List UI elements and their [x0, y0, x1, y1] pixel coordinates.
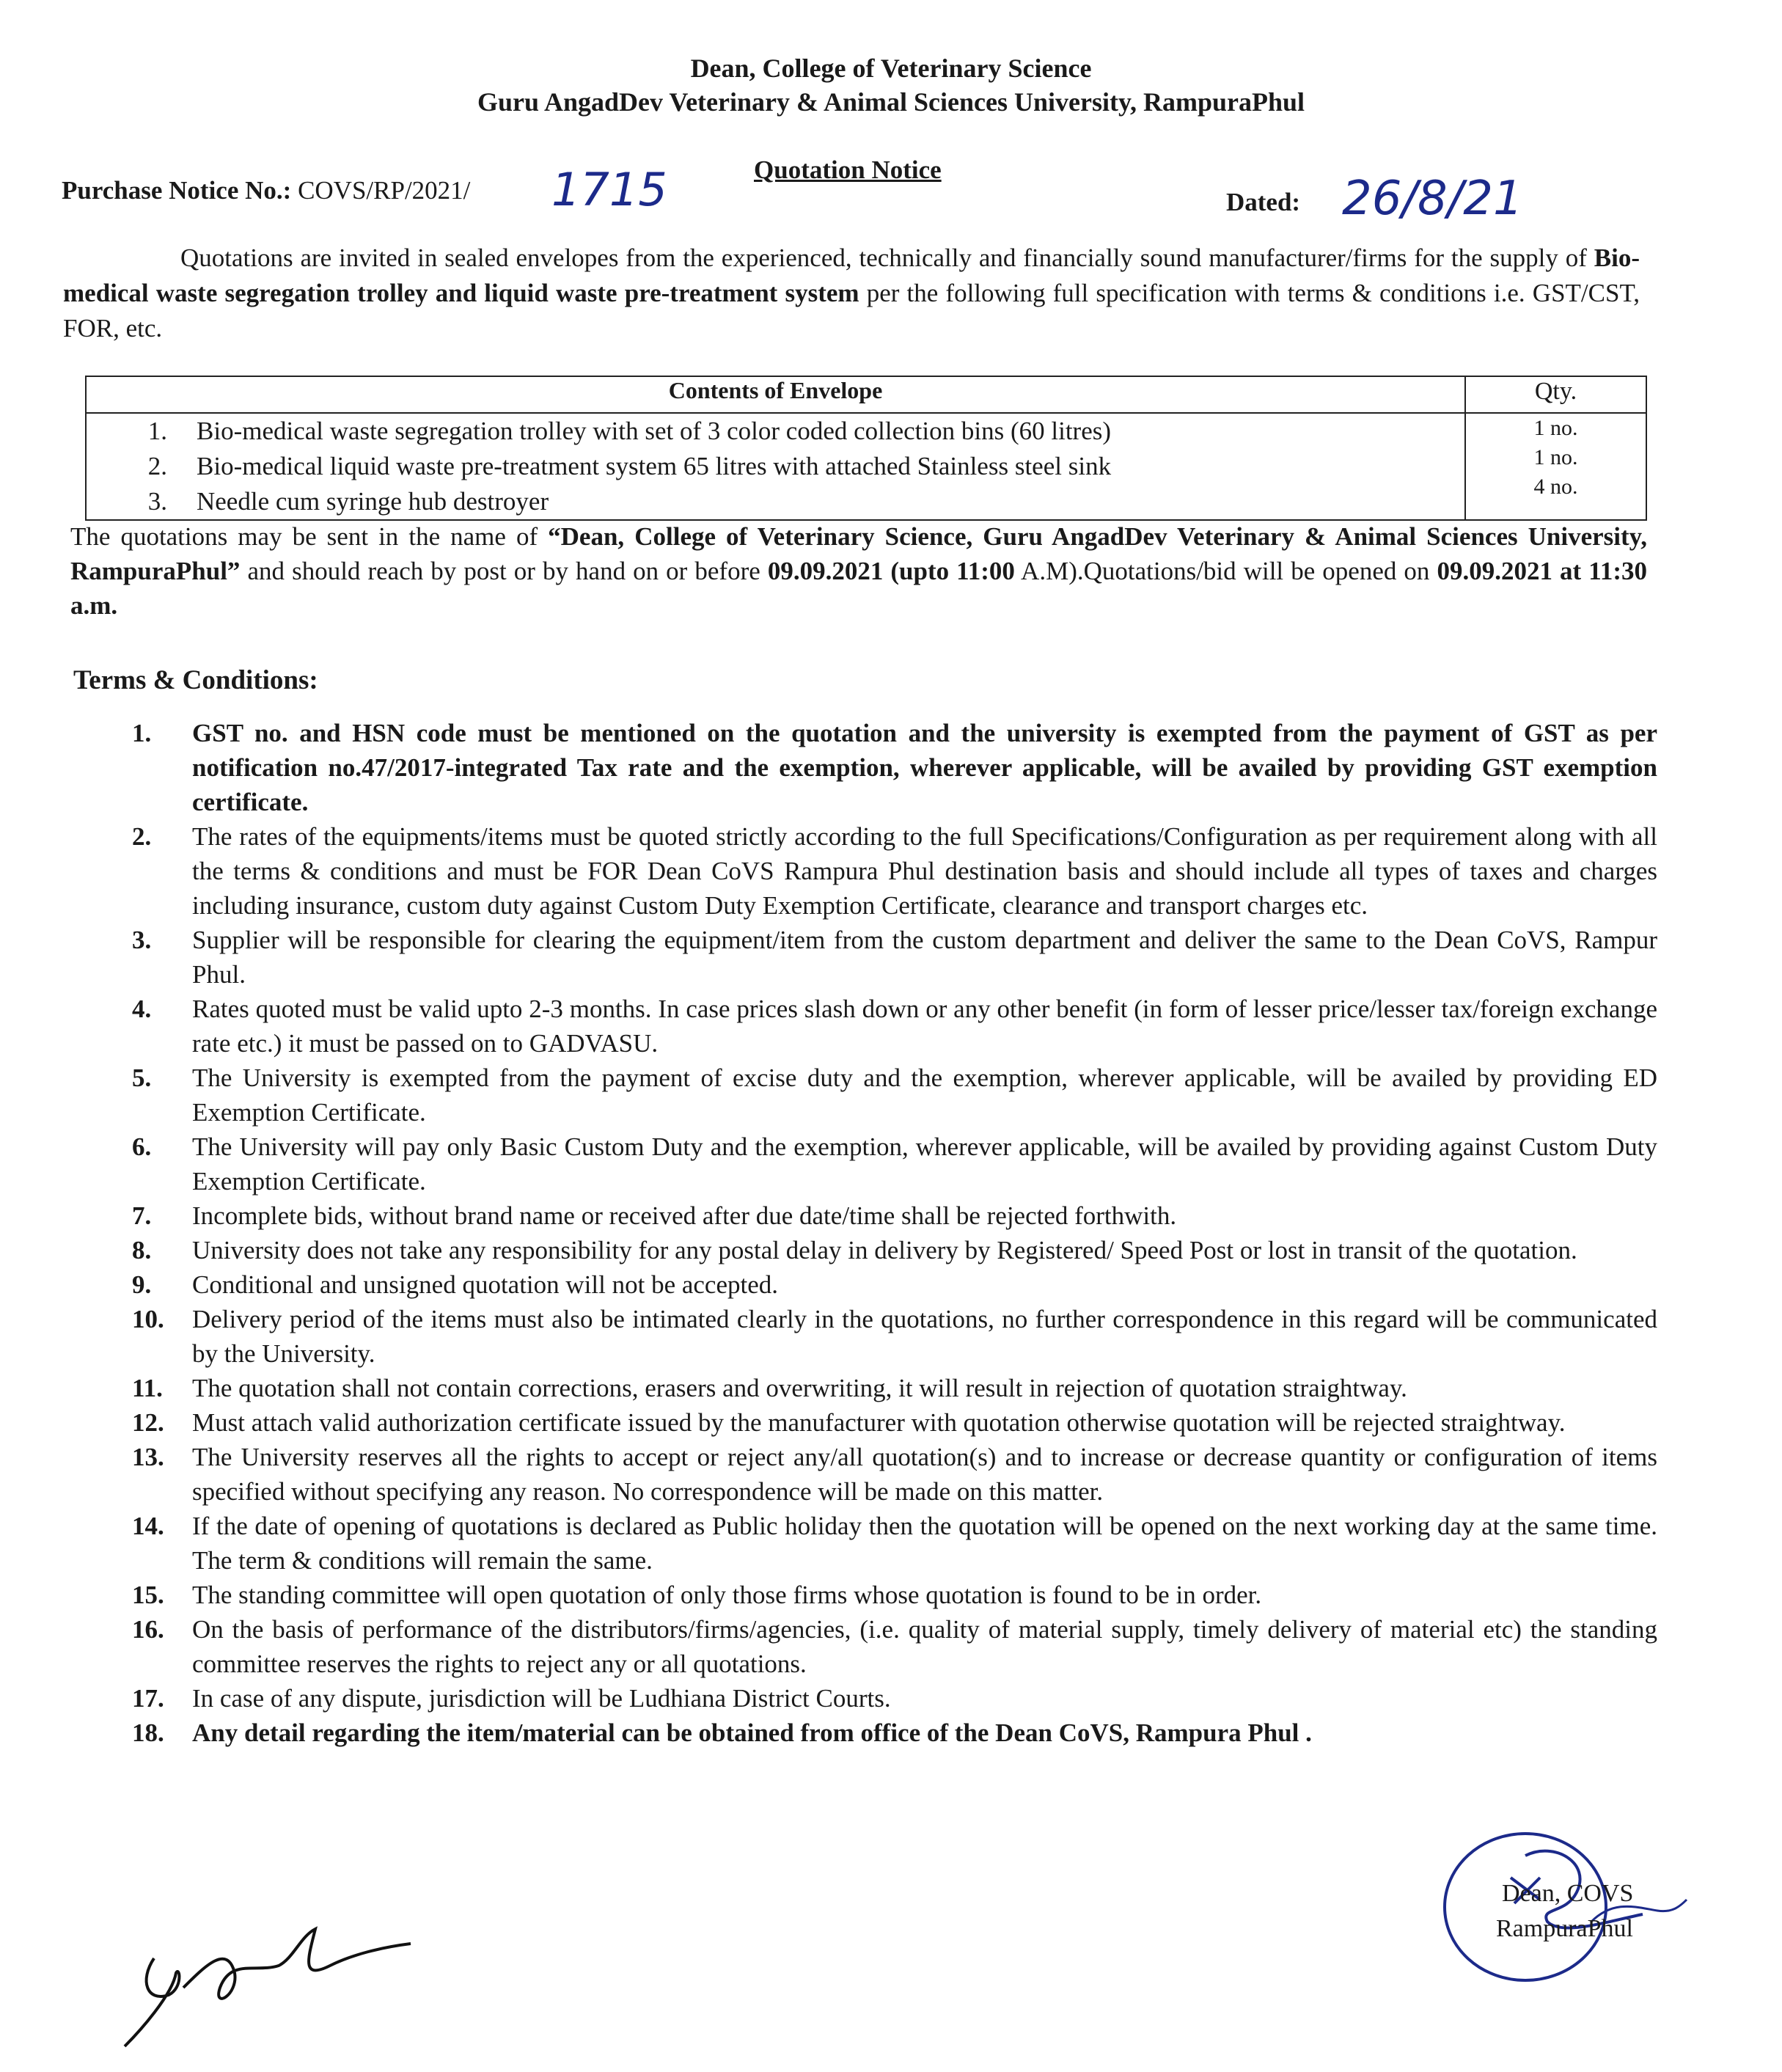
- qty-header: Qty.: [1465, 376, 1646, 413]
- envelope-item-number: 3.: [147, 487, 167, 516]
- submission-text-2: and should reach by post or by hand on or before: [240, 557, 768, 585]
- envelope-item-number: 1.: [147, 417, 167, 445]
- term-number: 3.: [132, 926, 152, 954]
- envelope-item-text: Needle cum syringe hub destroyer: [197, 487, 549, 516]
- envelope-table-body-row: [86, 413, 1646, 520]
- terms-title: Terms & Conditions:: [73, 665, 318, 695]
- opening-datetime: 09.09.2021 at 11:30 a.m.: [70, 557, 1647, 620]
- term-text: The University is exempted from the payment of excise duty and the exemption, wherever applicable, will be availed by providing ED Exemption Certificate.: [192, 1064, 1657, 1127]
- envelope-item-text: Bio-medical waste segregation trolley with set of 3 color coded collection bins (60 litres): [197, 417, 1112, 445]
- term-number: 12.: [132, 1408, 164, 1437]
- term-number: 13.: [132, 1443, 164, 1471]
- intro-text-2: per the following full specification with terms & conditions i.e. GST/CST, FOR, etc.: [63, 279, 1640, 343]
- term-text: On the basis of performance of the distributors/firms/agencies, (i.e. quality of material supply, timely delivery of material etc) the standing committee reserves the rights to reject any or all quotations.: [192, 1615, 1657, 1678]
- purchase-notice-prefix: COVS/RP/2021/: [298, 176, 471, 205]
- term-text: The quotation shall not contain corrections, erasers and overwriting, it will result in rejection of quotation straightway.: [192, 1374, 1407, 1402]
- term-text: Incomplete bids, without brand name or received after due date/time shall be rejected forthwith.: [192, 1201, 1177, 1230]
- term-text: Must attach valid authorization certificate issued by the manufacturer with quotation otherwise quotation will be rejected straightway.: [192, 1408, 1566, 1437]
- term-text: Rates quoted must be valid upto 2-3 months. In case prices slash down or any other benefit (in form of lesser price/lesser tax/foreign exchange rate etc.) it must be passed on to GADVASU.: [192, 995, 1657, 1058]
- term-item: [132, 716, 1657, 819]
- term-item: [132, 1233, 1657, 1267]
- term-item: [132, 1302, 1657, 1371]
- term-number: 9.: [132, 1270, 152, 1299]
- terms-list: [132, 716, 1657, 1750]
- term-text: The standing committee will open quotation of only those firms whose quotation is found to be in order.: [192, 1581, 1262, 1609]
- term-number: 10.: [132, 1305, 164, 1333]
- envelope-table-header-row: [86, 376, 1646, 413]
- envelope-item-number: 2.: [147, 452, 167, 480]
- term-item: [132, 1578, 1657, 1612]
- submission-text-1: The quotations may be sent in the name of: [70, 522, 549, 551]
- term-text: University does not take any responsibility for any postal delay in delivery by Registered/ Speed Post or lost in transit of the quotation.: [192, 1236, 1577, 1264]
- intro-bold-item: Bio-medical waste segregation trolley and liquid waste pre-treatment system: [63, 244, 1640, 307]
- envelope-items-cell: [86, 413, 1465, 520]
- term-item: [132, 1440, 1657, 1509]
- term-number: 2.: [132, 822, 152, 851]
- term-item: [132, 1130, 1657, 1198]
- envelope-table: [85, 376, 1647, 521]
- term-item: [132, 1612, 1657, 1681]
- qty-value: 1 no.: [1533, 445, 1578, 469]
- header-line-1: Dean, College of Veterinary Science: [690, 54, 1092, 83]
- qty-value: 1 no.: [1533, 416, 1578, 440]
- dated-label: Dated:: [1226, 188, 1301, 216]
- envelope-qty-cell: [1465, 413, 1646, 520]
- qty-value: 4 no.: [1533, 475, 1578, 499]
- envelope-item-text: Bio-medical liquid waste pre-treatment system 65 litres with attached Stainless steel sink: [197, 452, 1112, 480]
- signature-designation: Dean, COVS: [1502, 1880, 1634, 1907]
- submission-paragraph: [70, 519, 1647, 623]
- contents-header: Contents of Envelope: [86, 376, 1465, 413]
- term-number: 15.: [132, 1581, 164, 1609]
- term-item: [132, 1198, 1657, 1233]
- purchase-notice: [62, 176, 470, 205]
- header-line-2: Guru AngadDev Veterinary & Animal Sciences University, RampuraPhul: [477, 87, 1305, 117]
- term-item: [132, 1267, 1657, 1302]
- term-item: [132, 992, 1657, 1061]
- submission-text-3: A.M).Quotations/bid will be opened on: [1014, 557, 1437, 585]
- term-number: 18.: [132, 1718, 164, 1747]
- term-text: Delivery period of the items must also be intimated clearly in the quotations, no further correspondence in this regard will be communicated by the University.: [192, 1305, 1657, 1368]
- term-text: The University will pay only Basic Custom Duty and the exemption, wherever applicable, will be availed by providing against Custom Duty Exemption Certificate.: [192, 1132, 1657, 1196]
- term-item: [132, 1371, 1657, 1405]
- term-item: [132, 1716, 1657, 1750]
- term-number: 17.: [132, 1684, 164, 1713]
- term-text: GST no. and HSN code must be mentioned on the quotation and the university is exempted from the payment of GST as per notification no.47/2017-integrated Tax rate and the exemption, wherever applicable, will be availed by providing GST exemption certificate.: [192, 719, 1657, 816]
- term-item: [132, 1681, 1657, 1716]
- notice-title: Quotation Notice: [754, 155, 942, 184]
- term-text: If the date of opening of quotations is declared as Public holiday then the quotation will be opened on the next working day at the same time. The term & conditions will remain the same.: [192, 1512, 1657, 1575]
- term-number: 1.: [132, 719, 152, 747]
- purchase-notice-handwritten-number: 1715: [551, 163, 667, 216]
- term-text: The rates of the equipments/items must be quoted strictly according to the full Specifications/Configuration as per requirement along with all the terms & conditions and must be FOR Dean CoVS Rampura Phul destination basis and should include all types of taxes and charges including insurance, custom duty against Custom Duty Exemption Certificate, clearance and transport charges etc.: [192, 822, 1657, 920]
- term-number: 8.: [132, 1236, 152, 1264]
- envelope-item: [94, 484, 1457, 519]
- purchase-notice-label: Purchase Notice No.:: [62, 176, 292, 205]
- term-number: 14.: [132, 1512, 164, 1540]
- term-text: In case of any dispute, jurisdiction will be Ludhiana District Courts.: [192, 1684, 891, 1713]
- submission-deadline: 09.09.2021 (upto 11:00: [767, 557, 1015, 585]
- submission-addressee: “Dean, College of Veterinary Science, Guru AngadDev Veterinary & Animal Sciences University, RampuraPhul”: [70, 522, 1647, 585]
- intro-text-1: Quotations are invited in sealed envelopes from the experienced, technically and financially sound manufacturer/firms for the supply of: [180, 244, 1594, 272]
- term-item: [132, 1061, 1657, 1130]
- term-text: The University reserves all the rights to accept or reject any/all quotation(s) and to increase or decrease quantity or configuration of items specified without specifying any reason. No correspondence will be made on this matter.: [192, 1443, 1657, 1506]
- term-text: Supplier will be responsible for clearing the equipment/item from the custom department and deliver the same to the Dean CoVS, Rampur Phul.: [192, 926, 1657, 989]
- term-text: Any detail regarding the item/material can be obtained from office of the Dean CoVS, Rampura Phul .: [192, 1718, 1312, 1747]
- term-number: 11.: [132, 1374, 163, 1402]
- initials-signature: [110, 1914, 418, 2061]
- term-item: [132, 1405, 1657, 1440]
- dated-handwritten-value: 26/8/21: [1342, 172, 1523, 226]
- term-number: 6.: [132, 1132, 152, 1161]
- term-item: [132, 923, 1657, 992]
- term-number: 4.: [132, 995, 152, 1023]
- term-text: Conditional and unsigned quotation will not be accepted.: [192, 1270, 779, 1299]
- term-item: [132, 819, 1657, 923]
- term-number: 7.: [132, 1201, 152, 1230]
- signature-location: RampuraPhul: [1496, 1915, 1633, 1942]
- intro-paragraph: [63, 241, 1640, 346]
- envelope-item: [94, 449, 1457, 484]
- term-item: [132, 1509, 1657, 1578]
- envelope-item: [94, 414, 1457, 449]
- term-number: 5.: [132, 1064, 152, 1092]
- term-number: 16.: [132, 1615, 164, 1644]
